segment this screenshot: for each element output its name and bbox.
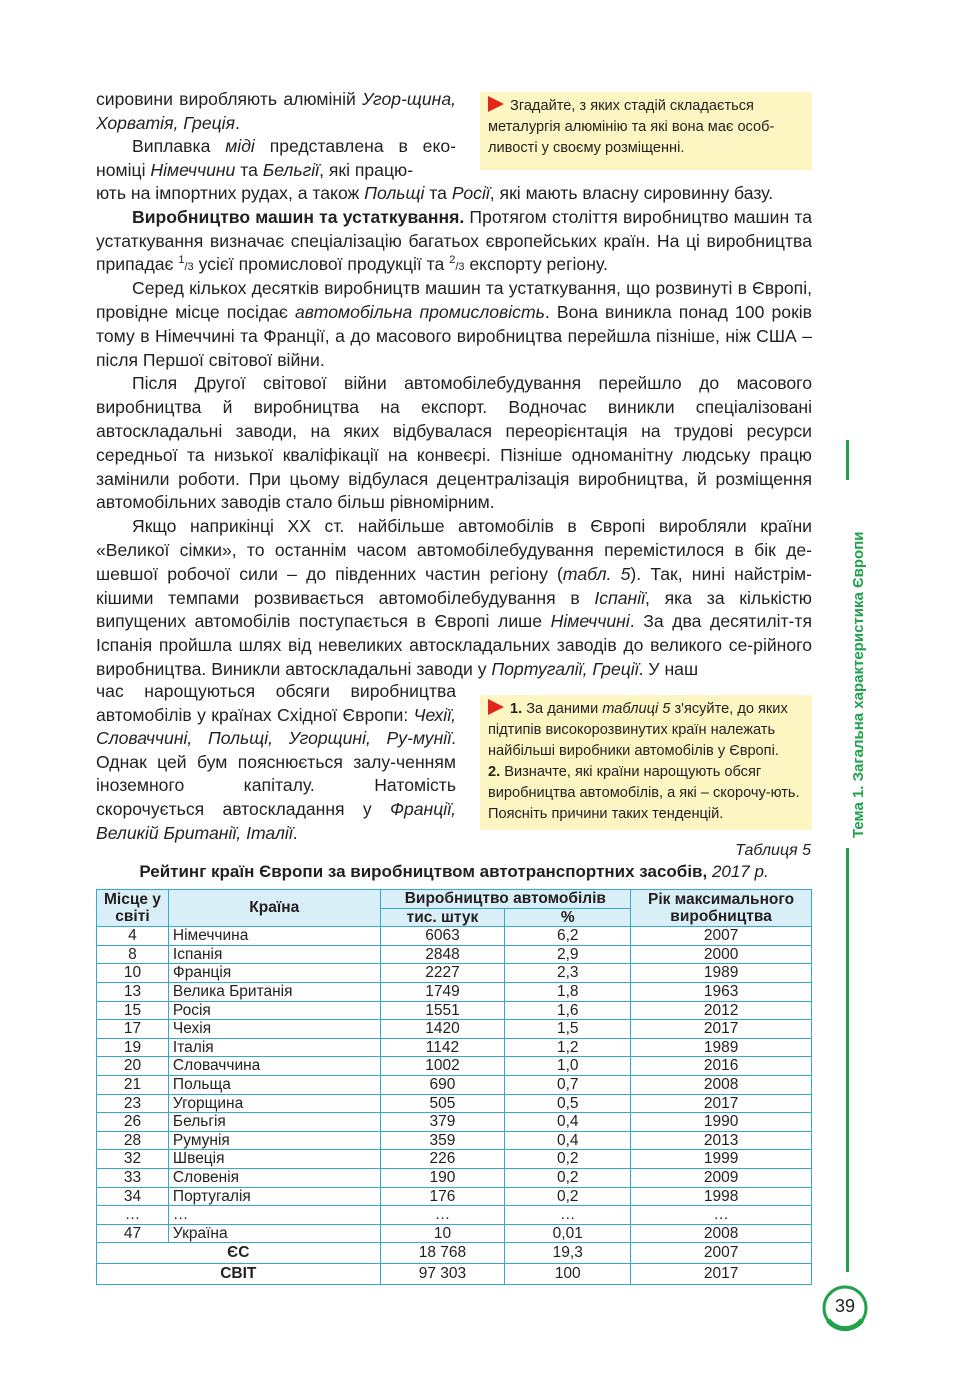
cell-country: Польща xyxy=(168,1075,380,1094)
cell-percent: 1,2 xyxy=(505,1038,631,1057)
fraction-denominator: /3 xyxy=(455,261,465,274)
cell-place: 28 xyxy=(97,1131,169,1150)
table-row xyxy=(97,1075,812,1094)
text-run: сировини виробляють алюміній xyxy=(96,89,363,109)
cell-country: Іспанія xyxy=(168,945,380,964)
text-run: . xyxy=(234,112,240,133)
cell-percent: 2,3 xyxy=(505,964,631,983)
cell-place: 33 xyxy=(97,1168,169,1187)
note-tasks xyxy=(480,695,812,830)
cell-thousands: 18 768 xyxy=(380,1243,505,1264)
text-run: Якщо наприкінці ХХ ст. найбільше автомобілів в Європі виробляли країни «Великої сімки», то останнім часом автомобілебудування перемістилося в бік де-шевшої робочої сили – до південних частин регіону ( xyxy=(96,516,812,584)
cell-thousands: 505 xyxy=(380,1094,505,1113)
cell-year: 2008 xyxy=(631,1075,812,1094)
table-row xyxy=(97,1168,812,1187)
fraction-numerator: 1 xyxy=(178,254,185,267)
cell-year: 1990 xyxy=(631,1113,812,1132)
cell-year: 2013 xyxy=(631,1131,812,1150)
page-number: 39 xyxy=(834,1296,856,1316)
cell-percent: 1,5 xyxy=(505,1020,631,1039)
section-heading: Виробництво машин та устаткування. xyxy=(132,206,465,227)
cell-year: 2007 xyxy=(631,927,812,946)
text-run: представлена в еко-номіці xyxy=(96,136,456,180)
cell-country: … xyxy=(168,1206,380,1225)
header-percent: % xyxy=(505,908,631,927)
text-run-italic: Угор-щина, Хорватія, Греція xyxy=(96,89,456,133)
text-run: усієї промислової продукції та xyxy=(193,254,450,275)
cell-percent: 0,2 xyxy=(505,1168,631,1187)
cell-year: 2017 xyxy=(631,1264,812,1285)
cell-country: Португалія xyxy=(168,1187,380,1206)
cell-country: Франція xyxy=(168,964,380,983)
text-run: , яка за кількістю випущених автомобілів поступається в Європі лише xyxy=(96,587,813,632)
cell-year: 2017 xyxy=(631,1094,812,1113)
task-number: 2. xyxy=(488,764,501,780)
table-title-year: 2017 р. xyxy=(707,862,769,881)
cell-country: Угорщина xyxy=(168,1094,380,1113)
cell-year: … xyxy=(631,1206,812,1225)
table-row xyxy=(97,927,812,946)
table-row xyxy=(97,1131,812,1150)
text-run: Після Другої світової війни автомобілебудування перейшло до масового виробництва й виробництва на експорт. Водночас виникли спеціалізовані автоскладальні заводи, на яких відбувалася переорієнтація на трудові ресурси середньої та низької кваліфікації на конвеєрі. Пізніше одноманітну людську працю замінили роботи. При цьому відбулася децентралізація виробництва, й розміщення автомобільних заводів стало більш рівномірним. xyxy=(96,373,812,513)
cell-percent: 0,2 xyxy=(505,1150,631,1169)
header-production: Виробництво автомобілів xyxy=(380,890,631,909)
table-row xyxy=(97,1113,812,1132)
cell-percent: 0,5 xyxy=(505,1094,631,1113)
cell-percent: 1,8 xyxy=(505,982,631,1001)
text-run-italic: Франції, Великій Британії, Італії xyxy=(96,798,456,843)
text-run: Серед кількох десятків виробництв машин та устаткування, що розвинуті в Європі, провідне місце посідає xyxy=(96,278,812,322)
cell-percent: 1,6 xyxy=(505,1001,631,1020)
table-row xyxy=(97,964,812,983)
table-label: Таблиця 5 xyxy=(735,842,811,859)
play-marker-icon xyxy=(488,699,504,715)
table-row xyxy=(97,1094,812,1113)
text-run-italic: Німеччині xyxy=(550,611,630,632)
cell-year: 2008 xyxy=(631,1224,812,1243)
note-text: За даними xyxy=(522,701,603,717)
cell-thousands: 97 303 xyxy=(380,1264,505,1285)
text-run-italic: міді xyxy=(225,136,255,157)
cell-thousands: 226 xyxy=(380,1150,505,1169)
table-total-row xyxy=(97,1264,812,1285)
cell-year: 2000 xyxy=(631,945,812,964)
cell-percent: 1,0 xyxy=(505,1057,631,1076)
table-row xyxy=(97,1206,812,1225)
cell-country: Румунія xyxy=(168,1131,380,1150)
table-row xyxy=(97,982,812,1001)
cell-place: … xyxy=(97,1206,169,1225)
note-text: Визначте, які країни нарощують обсяг виробництва автомобілів, а які – скорочу-ють. Поясніть причини таких тенденцій. xyxy=(488,764,800,822)
cell-place: 32 xyxy=(97,1150,169,1169)
paragraph-copper-continued xyxy=(96,182,812,206)
cell-thousands: 379 xyxy=(380,1113,505,1132)
text-run: . Вона виникла понад 100 років тому в Німеччині та Франції, а до масового виробництва перейшла пізніше, ніж США – після Першої світової війни. xyxy=(96,301,813,370)
cell-percent: 2,9 xyxy=(505,945,631,964)
note-text: з'ясуйте, до яких підтипів високорозвинутих країн належать найбільші виробники автомобілів у Європі. xyxy=(488,701,788,759)
cell-thousands: 1420 xyxy=(380,1020,505,1039)
car-production-table xyxy=(96,889,812,1285)
cell-place: 13 xyxy=(97,982,169,1001)
table-total-row xyxy=(97,1243,812,1264)
cell-country: Словенія xyxy=(168,1168,380,1187)
fraction-numerator: 2 xyxy=(449,254,456,267)
cell-thousands: 359 xyxy=(380,1131,505,1150)
text-run-italic: Португалії, Греції xyxy=(491,658,639,679)
cell-percent: 6,2 xyxy=(505,927,631,946)
sidebar-rule-top xyxy=(846,440,849,480)
table-row xyxy=(97,1020,812,1039)
table-row xyxy=(97,1057,812,1076)
cell-country: Італія xyxy=(168,1038,380,1057)
paragraph-post-war xyxy=(96,372,812,515)
table-title xyxy=(96,862,812,882)
cell-place: 47 xyxy=(97,1224,169,1243)
cell-percent: 0,4 xyxy=(505,1113,631,1132)
table-row xyxy=(97,1187,812,1206)
paragraph-auto-industry xyxy=(96,277,812,372)
text-run: час нарощуються обсяги виробництва автомобілів у країнах Східної Європи: xyxy=(96,681,456,725)
cell-place: 34 xyxy=(97,1187,169,1206)
cell-country: Україна xyxy=(168,1224,380,1243)
cell-percent: 0,01 xyxy=(505,1224,631,1243)
main-text xyxy=(96,182,812,682)
cell-country: Велика Британія xyxy=(168,982,380,1001)
cell-thousands: 2848 xyxy=(380,945,505,964)
cell-place: 17 xyxy=(97,1020,169,1039)
cell-thousands: 1002 xyxy=(380,1057,505,1076)
cell-country: Швеція xyxy=(168,1150,380,1169)
cell-thousands: 690 xyxy=(380,1075,505,1094)
cell-place: 4 xyxy=(97,927,169,946)
cell-total-label: ЄС xyxy=(97,1243,381,1264)
text-run: Протягом століття виробництво машин та устаткування визначає спеціалізацію багатьох європейських країн. На ці виробництва припадає xyxy=(96,206,813,275)
cell-place: 23 xyxy=(97,1094,169,1113)
cell-place: 19 xyxy=(97,1038,169,1057)
cell-country: Бельгія xyxy=(168,1113,380,1132)
sidebar-topic: Тема 1. Загальна характеристика Європи xyxy=(850,531,867,838)
paragraph-shift-south xyxy=(96,515,812,682)
table-title-text: Рейтинг країн Європи за виробництвом автотранспортних засобів, xyxy=(139,862,708,881)
cell-place: 10 xyxy=(97,964,169,983)
cell-thousands: 176 xyxy=(380,1187,505,1206)
text-run: . xyxy=(292,822,298,843)
header-country: Країна xyxy=(168,890,380,927)
cell-year: 1998 xyxy=(631,1187,812,1206)
fraction-denominator: /3 xyxy=(184,261,194,274)
note-remember xyxy=(480,92,812,170)
cell-percent: 100 xyxy=(505,1264,631,1285)
text-run: експорту регіону. xyxy=(464,254,608,275)
text-run: та xyxy=(424,183,452,203)
header-thousands: тис. штук xyxy=(380,908,505,927)
cell-year: 1989 xyxy=(631,964,812,983)
text-run: ють на імпортних рудах, а також xyxy=(96,183,365,203)
text-run-italic: Польщі xyxy=(364,183,425,203)
header-place: Місце у світі xyxy=(97,890,169,927)
eastern-europe-column xyxy=(96,680,456,845)
text-run-italic: Росії xyxy=(451,183,490,203)
cell-thousands: 1142 xyxy=(380,1038,505,1057)
cell-year: 2016 xyxy=(631,1057,812,1076)
text-run-italic: Іспанії xyxy=(594,587,646,608)
cell-year: 2007 xyxy=(631,1243,812,1264)
text-run: , які працю- xyxy=(319,159,414,180)
cell-year: 1989 xyxy=(631,1038,812,1057)
cell-country: Росія xyxy=(168,1001,380,1020)
text-run: Виплавка xyxy=(132,136,226,157)
cell-country: Чехія xyxy=(168,1020,380,1039)
cell-year: 2009 xyxy=(631,1168,812,1187)
paragraph-eastern-europe xyxy=(96,680,456,845)
table-row xyxy=(97,1224,812,1243)
cell-place: 8 xyxy=(97,945,169,964)
text-run: ). Так, нині найстрім-кішими темпами розвивається автомобілебудування в xyxy=(96,563,812,608)
text-run: . За два десятиліт-тя Іспанія пройшла шлях від невеликих автоскладальних заводів до великого се-рійного виробництва. Виникли автоскладальні заводи у xyxy=(96,611,812,679)
text-run-italic: Бельгії xyxy=(262,159,320,180)
table-body xyxy=(97,927,812,1285)
cell-country: Німеччина xyxy=(168,927,380,946)
cell-thousands: 1551 xyxy=(380,1001,505,1020)
table-row xyxy=(97,945,812,964)
cell-place: 15 xyxy=(97,1001,169,1020)
cell-percent: … xyxy=(505,1206,631,1225)
paragraph-aluminium xyxy=(96,88,456,135)
cell-thousands: 6063 xyxy=(380,927,505,946)
cell-thousands: 2227 xyxy=(380,964,505,983)
cell-percent: 19,3 xyxy=(505,1243,631,1264)
cell-percent: 0,7 xyxy=(505,1075,631,1094)
text-run-italic: автомобільна промисловість xyxy=(295,301,545,322)
cell-thousands: 190 xyxy=(380,1168,505,1187)
cell-place: 20 xyxy=(97,1057,169,1076)
cell-percent: 0,4 xyxy=(505,1131,631,1150)
paragraph-machinery xyxy=(96,206,812,277)
table-row xyxy=(97,1038,812,1057)
cell-country: Словаччина xyxy=(168,1057,380,1076)
table-row xyxy=(97,1001,812,1020)
text-run: та xyxy=(235,159,263,180)
text-run: . Однак цей бум пояснюється залу-ченням іноземного капіталу. Натомість скорочується автоскладання у xyxy=(96,728,456,819)
cell-total-label: СВІТ xyxy=(97,1264,381,1285)
cell-place: 21 xyxy=(97,1075,169,1094)
cell-place: 26 xyxy=(97,1113,169,1132)
cell-percent: 0,2 xyxy=(505,1187,631,1206)
cell-year: 1999 xyxy=(631,1150,812,1169)
intro-column xyxy=(96,88,456,182)
text-run: , які мають власну сировинну базу. xyxy=(489,183,774,203)
text-run: . У наш xyxy=(638,658,699,679)
cell-year: 2017 xyxy=(631,1020,812,1039)
play-marker-icon xyxy=(488,96,504,112)
note-text-italic: таблиці 5 xyxy=(602,701,671,717)
table-row xyxy=(97,1150,812,1169)
text-run-italic: Німеччини xyxy=(150,159,236,180)
cell-year: 2012 xyxy=(631,1001,812,1020)
text-run-italic: Чехії, Словаччині, Польщі, Угорщині, Ру-мунії xyxy=(96,704,456,749)
sidebar-rule-bottom xyxy=(846,848,849,1272)
paragraph-copper xyxy=(96,135,456,182)
cell-year: 1963 xyxy=(631,982,812,1001)
task-number: 1. xyxy=(510,701,523,717)
cell-thousands: 10 xyxy=(380,1224,505,1243)
text-run-italic: табл. 5 xyxy=(562,563,631,584)
cell-thousands: 1749 xyxy=(380,982,505,1001)
cell-thousands: … xyxy=(380,1206,505,1225)
note-text: Згадайте, з яких стадій складається металургія алюмінію та які вона має особ-ливості у своєму розміщенні. xyxy=(488,98,775,156)
header-max-year: Рік максимального виробництва xyxy=(631,890,812,927)
